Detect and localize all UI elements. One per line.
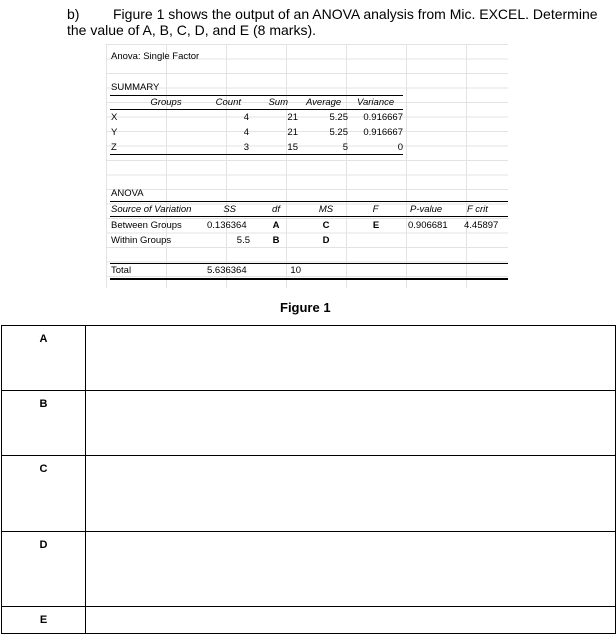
anova-row-between-p-value: 0.906681 [408,220,448,231]
summary-col-count: Count [215,97,241,108]
anova-total-label: Total [111,265,132,276]
summary-row-z-count: 3 [243,142,249,153]
answer-label-e: E [2,607,86,634]
answer-table [1,325,616,634]
summary-col-variance: Variance [357,97,395,108]
summary-row-y-count: 4 [243,127,249,138]
answer-label-b: B [2,391,86,456]
anova-col-f: F [372,204,379,215]
summary-row-x-sum: 21 [287,112,298,123]
summary-row-z-variance: 0 [397,142,403,153]
answer-field-a[interactable] [86,326,616,391]
anova-col-ss: SS [223,204,236,215]
anova-row-between-source: Between Groups [111,220,182,231]
anova-output-figure [106,44,508,288]
summary-row-y-group: Y [111,127,118,138]
answer-row-e [2,607,616,634]
anova-col-ms: MS [318,204,334,215]
anova-row-within-ms: D [322,235,330,246]
answer-label-d: D [2,532,86,607]
anova-title: Anova: Single Factor [111,51,200,62]
summary-row-z-group: Z [111,142,117,153]
answer-row-b [2,391,616,456]
summary-row-x-group: X [111,112,118,123]
summary-header-rule-bottom [110,109,403,110]
anova-heading: ANOVA [111,188,144,199]
anova-row-between-df: A [272,220,280,231]
anova-total-rule-bottom [110,278,508,280]
answer-field-d[interactable] [86,532,616,607]
summary-col-average: Average [306,97,342,108]
anova-row-within-source: Within Groups [111,235,172,246]
anova-row-between-ms: C [322,220,330,231]
summary-col-sum: Sum [268,97,288,108]
anova-row-within-ss: 5.5 [236,235,250,246]
summary-row-y-average: 5.25 [329,127,348,138]
question-label: b) [67,6,80,22]
summary-heading: SUMMARY [111,82,160,93]
answer-label-c: C [2,456,86,532]
anova-total-df: 10 [290,265,301,276]
summary-row-y-sum: 21 [287,127,298,138]
summary-row-z-average: 5 [342,142,348,153]
answer-field-e[interactable] [86,607,616,634]
question-text-line1: Figure 1 shows the output of an ANOVA analysis from Mic. EXCEL. Determine [113,6,598,22]
anova-col-f-crit: F crit [467,204,488,215]
answer-field-c[interactable] [86,456,616,532]
anova-row-between-f: E [372,220,380,231]
anova-col-df: df [272,204,280,215]
anova-row-within-df: B [272,235,280,246]
anova-total-rule-top [110,263,508,264]
anova-col-source: Source of Variation [111,204,192,215]
summary-row-y-variance: 0.916667 [363,127,403,138]
summary-row-x-count: 4 [243,112,249,123]
summary-row-z-sum: 15 [287,142,298,153]
anova-total-ss: 5.636364 [207,265,247,276]
figure-caption: Figure 1 [280,300,331,315]
answer-row-a [2,326,616,391]
answer-label-a: A [2,326,86,391]
anova-row-between-ss: 0.136364 [207,220,247,231]
answer-row-c [2,456,616,532]
summary-col-groups: Groups [150,97,182,108]
answer-field-b[interactable] [86,391,616,456]
anova-row-between-f-crit: 4.45897 [464,220,499,231]
summary-header-rule-top [110,95,403,96]
anova-header-rule-top [110,201,508,202]
summary-row-x-average: 5.25 [329,112,348,123]
anova-header-rule-bottom [110,216,508,217]
summary-row-x-variance: 0.916667 [363,112,403,123]
question-text-line2: the value of A, B, C, D, and E (8 marks). [67,22,316,38]
anova-col-p-value: P-value [410,204,443,215]
answer-row-d [2,532,616,607]
summary-bottom-rule [110,154,403,155]
